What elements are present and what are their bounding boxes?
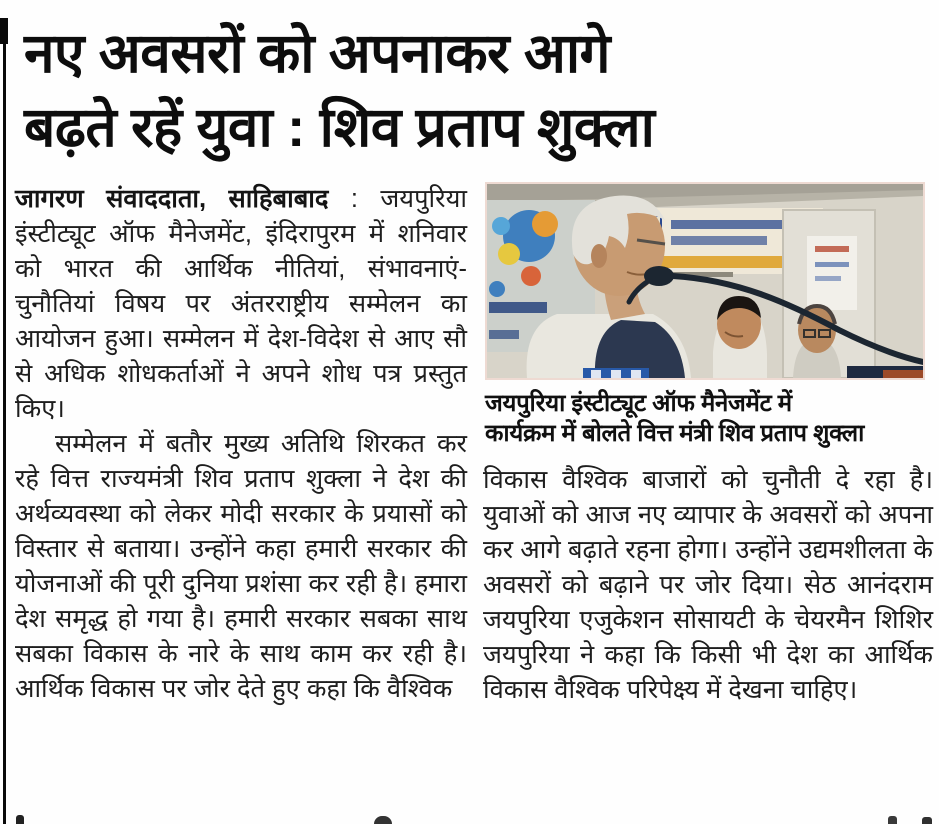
cutoff-glyph-fragment — [16, 815, 24, 824]
headline-line2: बढ़ते रहें युवा : शिव प्रताप शुक्ला — [24, 96, 655, 158]
paragraph-1-text: : जयपुरिया इंस्टीट्यूट ऑफ मैनेजमेंट, इंदिरापुरम में शनिवार को भारत की आर्थिक नीतियां, संभावनाएं-चुनौतियां विषय पर अंतरराष्ट्रीय सम्मेलन का आयोजन हुआ। सम्मेलन में देश-विदेश से आए सौ से अधिक शोधकर्ताओं ने अपने शोध पत्र प्रस्तुत किए। — [15, 185, 467, 423]
photo-caption — [485, 389, 933, 449]
paragraph-1 — [15, 182, 467, 427]
right-text-column — [483, 182, 933, 708]
dateline: जागरण संवाददाता, साहिबाबाद — [15, 185, 329, 213]
conference-photo-figure — [485, 182, 933, 449]
cutoff-glyph-fragment — [374, 816, 392, 824]
photo-caption-line2: कार्यक्रम में बोलते वित्त मंत्री शिव प्रताप शुक्ला — [485, 420, 865, 447]
left-column-rule — [3, 18, 6, 824]
photo-caption-line1: जयपुरिया इंस्टीट्यूट ऑफ मैनेजमेंट में — [485, 390, 792, 417]
cutoff-glyph-fragment — [888, 816, 897, 824]
article-headline — [0, 0, 939, 164]
headline-line1: नए अवसरों को अपनाकर आगे — [24, 22, 611, 84]
conference-photo — [485, 182, 925, 380]
article-columns — [0, 164, 939, 708]
paragraph-3: विकास वैश्विक बाजारों को चुनौती दे रहा है। युवाओं को आज नए व्यापार के अवसरों को अपना कर आगे बढ़ाते रहना होगा। उन्होंने उद्यमशीलता के अवसरों को बढ़ाने पर जोर दिया। सेठ आनंदराम जयपुरिया एजुकेशन सोसायटी के चेयरमैन शिशिर जयपुरिया ने कहा कि किसी भी देश का आर्थिक विकास वैश्विक परिपेक्ष्य में देखना चाहिए। — [483, 466, 933, 704]
cutoff-glyph-fragment — [922, 817, 932, 824]
left-column-rule-tick — [0, 18, 8, 44]
paragraph-2: सम्मेलन में बतौर मुख्य अतिथि शिरकत कर रहे वित्त राज्यमंत्री शिव प्रताप शुक्ला ने देश की अर्थव्यवस्था को लेकर मोदी सरकार के प्रयासों को विस्तार से बताया। उन्होंने कहा हमारी सरकार की योजनाओं की पूरी दुनिया प्रशंसा कर रही है। हमारा देश समृद्ध हो गया है। हमारी सरकार सबका साथ सबका विकास के नारे के साथ काम कर रही है। आर्थिक विकास पर जोर देते हुए कहा कि वैश्विक — [15, 430, 467, 703]
left-text-column — [15, 182, 467, 708]
